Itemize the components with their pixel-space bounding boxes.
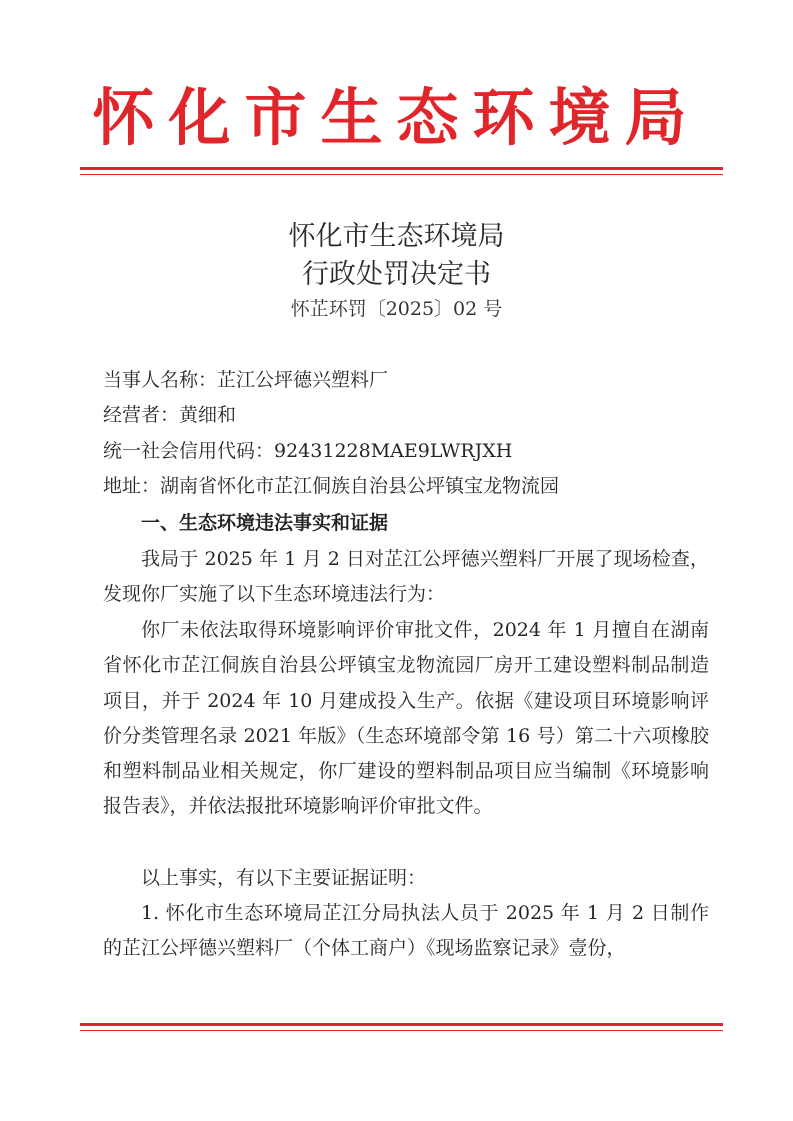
footer-rule-thin (80, 1030, 723, 1031)
footer-rule-thick (80, 1023, 723, 1026)
party-credit-code: 统一社会信用代码：92431228MAE9LWRJXH (103, 440, 513, 462)
document-number: 怀芷环罚〔2025〕02 号 (290, 298, 503, 320)
party-address: 地址：湖南省怀化市芷江侗族自治县公坪镇宝龙物流园 (103, 475, 560, 497)
paragraph-violation: 你厂未依法取得环境影响评价审批文件，2024 年 1 月擅自在湖南省怀化市芷江侗族自治县公坪镇宝龙物流园厂房开工建设塑料制品制造项目，并于 2024 年 10 月建成投入生产。依据《建设项目环境影响评价分类管理名录 2021 年版》（生态环境部令第 16 号）第二十六项橡胶和塑料制品业相关规定，你厂建设的塑料制品项目应当编制《环境影响报告表》，并依法报批环境影响评价审批文件。 (103, 619, 709, 818)
letterhead-title: 怀化市生态环境局 (92, 81, 701, 154)
letterhead-rule-thick (80, 167, 723, 170)
letterhead-rule-thin (80, 174, 723, 175)
paragraph-inspection: 我局于 2025 年 1 月 2 日对芷江公坪德兴塑料厂开展了现场检查，发现你厂实施了以下生态环境违法行为： (103, 548, 709, 606)
document-title-line1: 怀化市生态环境局 (288, 221, 505, 252)
party-operator: 经营者：黄细和 (103, 404, 237, 426)
paragraph-evidence-intro: 以上事实，有以下主要证据证明： (141, 867, 427, 889)
party-name: 当事人名称：芷江公坪德兴塑料厂 (103, 369, 389, 391)
section-heading: 一、生态环境违法事实和证据 (141, 512, 389, 534)
paragraph-evidence-item-1: 1. 怀化市生态环境局芷江分局执法人员于 2025 年 1 月 2 日制作的芷江公坪德兴塑料厂（个体工商户）《现场监察记录》壹份， (103, 902, 709, 960)
document-title-line2: 行政处罚决定书 (302, 259, 491, 290)
